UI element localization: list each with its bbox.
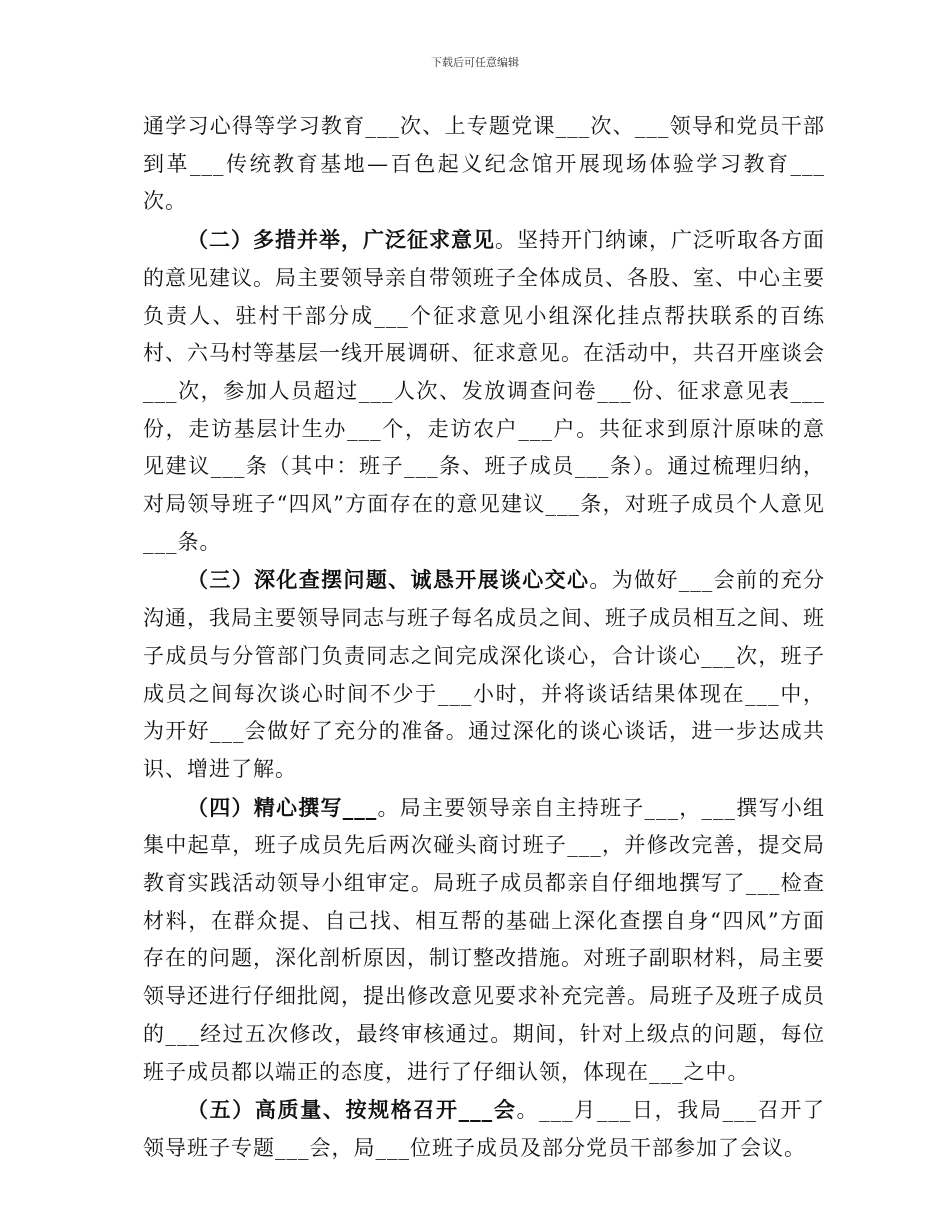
paragraph-intro-continuation <box>143 108 825 221</box>
section-heading: （三）深化查摆问题、诚恳开展谈心交心 <box>187 567 590 593</box>
section-heading: （二）多措并举，广泛征求意见 <box>187 227 495 253</box>
paragraph-section-2 <box>143 221 825 561</box>
page-header: 下载后可任意编辑 <box>431 56 519 69</box>
paragraph-text: 。局主要领导亲自主持班子___，___撰写小组集中起草，班子成员先后两次碰头商讨班子___，并修改完善，提交局教育实践活动领导小组审定。局班子成员都亲自仔细地撰写了___检查材料，在群众提、自己找、相互帮的基础上深化查摆自身“四风”方面存在的问题，深化剖析原因，制订整改措施。对班子副职材料，局主要领导还进行仔细批阅，提出修改意见要求补充完善。局班子及班子成员的___经过五次修改，最终审核通过。期间，针对上级点的问题，每位班子成员都以端正的态度，进行了仔细认领，体现在___之中。 <box>143 795 825 1084</box>
document-body <box>143 108 825 1168</box>
section-heading: （五）高质量、按规格召开___会 <box>187 1097 517 1123</box>
paragraph-text: 。为做好___会前的充分沟通，我局主要领导同志与班子每名成员之间、班子成员相互之间、班子成员与分管部门负责同志之间完成深化谈心，合计谈心___次，班子成员之间每次谈心时间不少于___小时，并将谈话结果体现在___中，为开好___会做好了充分的准备。通过深化的谈心谈话，进一步达成共识、增进了解。 <box>143 568 826 781</box>
paragraph-text: 。___月___日，我局___召开了领导班子专题___会，局___位班子成员及部分党员干部参加了会议。 <box>143 1098 826 1160</box>
section-heading: （四）精心撰写___ <box>187 794 378 820</box>
paragraph-section-4 <box>143 789 825 1092</box>
paragraph-section-5 <box>143 1091 825 1167</box>
paragraph-section-3 <box>143 561 825 788</box>
paragraph-text: 。坚持开门纳谏，广泛听取各方面的意见建议。局主要领导亲自带领班子全体成员、各股、室、中心主要负责人、驻村干部分成___个征求意见小组深化挂点帮扶联系的百练村、六马村等基层一线开展调研、征求意见。在活动中，共召开座谈会___次，参加人员超过___人次、发放调查问卷___份、征求意见表___份，走访基层计生办___个，走访农户___户。共征求到原汁原味的意见建议___条（其中：班子___条、班子成员___条）。通过梳理归纳，对局领导班子“四风”方面存在的意见建议___条，对班子成员个人意见___条。 <box>143 228 825 554</box>
paragraph-text: 通学习心得等学习教育___次、上专题党课___次、___领导和党员干部到革___传统教育基地—百色起义纪念馆开展现场体验学习教育___次。 <box>143 114 825 214</box>
